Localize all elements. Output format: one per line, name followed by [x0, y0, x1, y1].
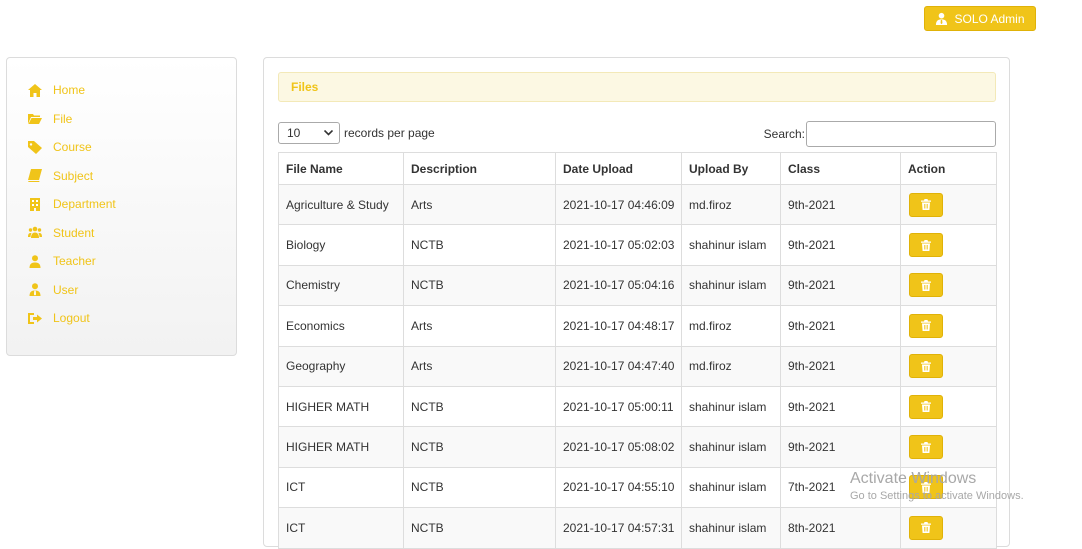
- cell-action: [901, 265, 997, 305]
- cell-action: [901, 346, 997, 386]
- table-row: [279, 346, 997, 386]
- records-per-page-value: 10: [287, 126, 301, 140]
- cell-class: 9th-2021: [781, 185, 901, 225]
- cell-date-upload: 2021-10-17 04:48:17: [556, 306, 682, 346]
- logout-icon: [27, 311, 43, 325]
- sidebar-item-label: Home: [53, 83, 86, 98]
- sidebar-item-label: Subject: [53, 168, 94, 183]
- table-search: [764, 121, 996, 147]
- cell-file-name: Biology: [279, 225, 404, 265]
- records-per-page-control: [278, 122, 435, 144]
- cell-description: Arts: [404, 306, 556, 346]
- delete-button[interactable]: [909, 395, 943, 419]
- sidebar-item-student[interactable]: [27, 219, 236, 248]
- delete-button[interactable]: [909, 475, 943, 499]
- cell-action: [901, 427, 997, 467]
- trash-icon: [921, 280, 931, 291]
- column-header-date-upload[interactable]: Date Upload: [556, 153, 682, 185]
- user-tie-icon: [27, 283, 43, 297]
- column-header-file-name[interactable]: File Name: [279, 153, 404, 185]
- cell-date-upload: 2021-10-17 05:08:02: [556, 427, 682, 467]
- table-row: [279, 386, 997, 426]
- cell-action: [901, 306, 997, 346]
- table-row: [279, 306, 997, 346]
- cell-file-name: Agriculture & Study: [279, 185, 404, 225]
- cell-class: 9th-2021: [781, 265, 901, 305]
- sidebar-nav: [7, 58, 236, 333]
- cell-upload-by: shahinur islam: [682, 265, 781, 305]
- cell-description: NCTB: [404, 427, 556, 467]
- users-icon: [27, 226, 43, 240]
- cell-file-name: ICT: [279, 467, 404, 507]
- table-row: [279, 427, 997, 467]
- watermark-subtitle: Go to Settings to activate Windows.: [850, 490, 1024, 502]
- sidebar-item-label: Course: [53, 140, 92, 155]
- files-table: [278, 152, 997, 549]
- column-header-description[interactable]: Description: [404, 153, 556, 185]
- trash-icon: [921, 482, 931, 493]
- cell-upload-by: shahinur islam: [682, 386, 781, 426]
- cell-date-upload: 2021-10-17 04:57:31: [556, 508, 682, 548]
- sidebar-item-user[interactable]: [27, 276, 236, 305]
- cell-description: NCTB: [404, 467, 556, 507]
- trash-icon: [921, 401, 931, 412]
- files-panel: [263, 57, 1010, 547]
- table-header-row: [279, 153, 997, 185]
- cell-date-upload: 2021-10-17 05:00:11: [556, 386, 682, 426]
- search-input[interactable]: [806, 121, 996, 147]
- trash-icon: [921, 361, 931, 372]
- sidebar-item-home[interactable]: [27, 76, 236, 105]
- cell-file-name: Chemistry: [279, 265, 404, 305]
- files-table-wrapper: [278, 152, 996, 549]
- admin-user-button[interactable]: [924, 6, 1036, 31]
- sidebar-item-teacher[interactable]: [27, 247, 236, 276]
- cell-file-name: HIGHER MATH: [279, 427, 404, 467]
- cell-description: NCTB: [404, 225, 556, 265]
- table-row: [279, 265, 997, 305]
- table-row: [279, 467, 997, 507]
- column-header-upload-by[interactable]: Upload By: [682, 153, 781, 185]
- cell-upload-by: shahinur islam: [682, 508, 781, 548]
- records-per-page-label: records per page: [344, 126, 435, 140]
- trash-icon: [921, 320, 931, 331]
- cell-upload-by: md.firoz: [682, 185, 781, 225]
- panel-title: Files: [278, 72, 996, 102]
- building-icon: [27, 197, 43, 211]
- cell-action: [901, 467, 997, 507]
- cell-class: 9th-2021: [781, 386, 901, 426]
- home-icon: [27, 83, 43, 97]
- book-icon: [27, 169, 43, 183]
- cell-upload-by: md.firoz: [682, 346, 781, 386]
- user-icon: [27, 254, 43, 268]
- cell-class: 9th-2021: [781, 225, 901, 265]
- cell-class: 9th-2021: [781, 427, 901, 467]
- tag-icon: [27, 140, 43, 154]
- cell-action: [901, 386, 997, 426]
- column-header-class[interactable]: Class: [781, 153, 901, 185]
- cell-description: NCTB: [404, 508, 556, 548]
- delete-button[interactable]: [909, 314, 943, 338]
- cell-class: 7th-2021: [781, 467, 901, 507]
- user-tie-icon: [935, 12, 948, 25]
- table-row: [279, 185, 997, 225]
- cell-date-upload: 2021-10-17 04:46:09: [556, 185, 682, 225]
- sidebar-item-logout[interactable]: [27, 304, 236, 333]
- sidebar-item-label: User: [53, 282, 79, 297]
- cell-description: Arts: [404, 185, 556, 225]
- cell-class: 8th-2021: [781, 508, 901, 548]
- cell-date-upload: 2021-10-17 04:55:10: [556, 467, 682, 507]
- records-per-page-select[interactable]: [278, 122, 340, 144]
- delete-button[interactable]: [909, 193, 943, 217]
- delete-button[interactable]: [909, 516, 943, 540]
- trash-icon: [921, 199, 931, 210]
- cell-action: [901, 225, 997, 265]
- sidebar: [6, 57, 237, 356]
- table-row: [279, 225, 997, 265]
- cell-action: [901, 185, 997, 225]
- trash-icon: [921, 240, 931, 251]
- chevron-down-icon: [324, 130, 333, 136]
- cell-file-name: Geography: [279, 346, 404, 386]
- sidebar-item-subject[interactable]: [27, 162, 236, 191]
- delete-button[interactable]: [909, 233, 943, 257]
- column-header-action: Action: [901, 153, 997, 185]
- sidebar-item-file[interactable]: [27, 105, 236, 134]
- sidebar-item-label: File: [53, 111, 73, 126]
- cell-date-upload: 2021-10-17 05:04:16: [556, 265, 682, 305]
- sidebar-item-course[interactable]: [27, 133, 236, 162]
- trash-icon: [921, 442, 931, 453]
- cell-description: NCTB: [404, 386, 556, 426]
- cell-date-upload: 2021-10-17 05:02:03: [556, 225, 682, 265]
- cell-action: [901, 508, 997, 548]
- cell-upload-by: shahinur islam: [682, 467, 781, 507]
- search-label: Search:: [763, 127, 805, 141]
- cell-file-name: Economics: [279, 306, 404, 346]
- sidebar-item-label: Teacher: [53, 254, 96, 269]
- admin-user-label: SOLO Admin: [954, 11, 1025, 26]
- cell-class: 9th-2021: [781, 306, 901, 346]
- delete-button[interactable]: [909, 354, 943, 378]
- sidebar-item-label: Logout: [53, 311, 90, 326]
- cell-description: NCTB: [404, 265, 556, 305]
- cell-date-upload: 2021-10-17 04:47:40: [556, 346, 682, 386]
- folder-icon: [27, 112, 43, 126]
- trash-icon: [921, 522, 931, 533]
- delete-button[interactable]: [909, 273, 943, 297]
- delete-button[interactable]: [909, 435, 943, 459]
- cell-file-name: HIGHER MATH: [279, 386, 404, 426]
- table-row: [279, 508, 997, 548]
- cell-upload-by: shahinur islam: [682, 427, 781, 467]
- sidebar-item-label: Department: [53, 197, 116, 212]
- watermark-title: Activate Windows: [850, 470, 977, 487]
- cell-description: Arts: [404, 346, 556, 386]
- cell-class: 9th-2021: [781, 346, 901, 386]
- sidebar-item-department[interactable]: [27, 190, 236, 219]
- cell-file-name: ICT: [279, 508, 404, 548]
- sidebar-item-label: Student: [53, 225, 95, 240]
- cell-upload-by: md.firoz: [682, 306, 781, 346]
- cell-upload-by: shahinur islam: [682, 225, 781, 265]
